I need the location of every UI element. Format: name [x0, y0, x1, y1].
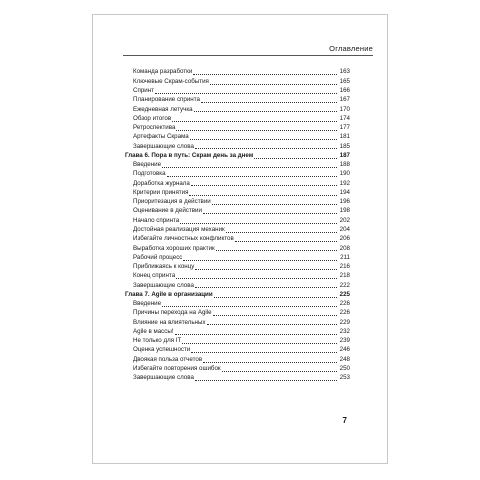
dot-leader — [191, 352, 337, 353]
toc-entry-title: Подготовка — [133, 170, 166, 178]
toc-entry — [125, 326, 350, 335]
toc-entry-page: 198 — [339, 207, 350, 215]
dot-leader — [195, 269, 337, 270]
toc-entry — [125, 197, 350, 206]
toc-entry — [125, 113, 350, 122]
toc-entry-title: Избегайте повторения ошибок — [133, 364, 221, 372]
dot-leader — [191, 185, 337, 186]
page-number: 7 — [342, 416, 347, 425]
dot-leader — [195, 380, 337, 381]
toc-entry-title: Введение — [133, 161, 162, 169]
toc-entry — [125, 206, 350, 215]
toc-entry-page: 206 — [339, 235, 350, 243]
toc-entry-title: Планирование спринта — [133, 96, 200, 104]
toc-entry-page: 194 — [339, 188, 350, 196]
dot-leader — [182, 343, 337, 344]
toc-entry-title: Введение — [133, 300, 162, 308]
toc-entry — [125, 225, 350, 234]
toc-entry-page: 167 — [339, 96, 350, 104]
toc-entry-page: 170 — [339, 105, 350, 113]
toc-entry-title: Оценка успешности — [133, 346, 191, 354]
toc-entry — [125, 280, 350, 289]
toc-entry-page: 190 — [339, 170, 350, 178]
toc-entry-page: 211 — [340, 253, 350, 261]
toc-entry-title: Не только для IT — [133, 337, 182, 345]
toc-entry-page: 174 — [339, 114, 350, 122]
toc-entry-page: 208 — [339, 244, 350, 252]
toc-entry-page: 250 — [339, 364, 350, 372]
dot-leader — [254, 158, 337, 159]
toc-entry-title: Приоритезация в действии — [133, 198, 211, 206]
toc-entry-title: Глава 6. Пора в путь: Скрам день за днем — [125, 151, 254, 159]
toc-entry-page: 165 — [339, 77, 350, 85]
toc-entry-page: 232 — [339, 327, 350, 335]
toc-entry-page: 196 — [339, 198, 350, 206]
toc-entry-title: Двоякая польза отчетов — [133, 355, 203, 363]
toc-entry — [125, 354, 350, 363]
dot-leader — [190, 139, 337, 140]
dot-leader — [203, 362, 337, 363]
toc-entry-title: Ежедневная летучка — [133, 105, 193, 113]
book-page — [92, 14, 388, 464]
toc-entry-title: Завершающие слова — [133, 374, 194, 382]
dot-leader — [214, 297, 337, 298]
toc-entry-page: 192 — [339, 179, 350, 187]
toc-entry-page: 222 — [339, 281, 350, 289]
header-rule — [123, 55, 373, 56]
toc-entry-title: Глава 7. Agile в организации — [125, 290, 213, 298]
dot-leader — [180, 223, 337, 224]
dot-leader — [167, 176, 337, 177]
toc-entry — [125, 160, 350, 169]
toc-entry-title: Оценивание в действии — [133, 207, 202, 215]
toc-entry — [125, 169, 350, 178]
dot-leader — [212, 204, 337, 205]
dot-leader — [162, 306, 337, 307]
toc-entry-title: Причины перехода на Agile — [133, 309, 212, 317]
dot-leader — [207, 324, 337, 325]
toc-entry-page: 188 — [339, 161, 350, 169]
toc-entry-title: Ретроспектива — [133, 124, 176, 132]
toc-entry — [125, 76, 350, 85]
toc-chapter-heading — [125, 289, 350, 298]
dot-leader — [172, 121, 337, 122]
toc-entry — [125, 187, 350, 196]
toc-entry-title: Ключевые Скрам-события — [133, 77, 209, 85]
toc-entry-title: Выработка хороших практик — [133, 244, 215, 252]
toc-entry-title: Достойная реализация механик — [133, 225, 225, 233]
toc-entry-page: 225 — [339, 290, 350, 298]
dot-leader — [195, 148, 337, 149]
toc-entry-page: 187 — [339, 151, 350, 159]
toc-entry-title: Приближаясь к концу — [133, 263, 195, 271]
toc-entry — [125, 86, 350, 95]
toc-entry-title: Избегайте личностных конфликтов — [133, 235, 234, 243]
toc-entry-page: 229 — [339, 318, 350, 326]
toc-entry-page: 226 — [339, 300, 350, 308]
toc-entry-page: 253 — [339, 374, 350, 382]
toc-entry — [125, 104, 350, 113]
toc-entry-page: 218 — [339, 272, 350, 280]
toc-entry — [125, 299, 350, 308]
toc-entry-title: Критерии принятия — [133, 188, 189, 196]
toc-entry-page: 177 — [339, 124, 350, 132]
toc-entry-page: 163 — [339, 68, 350, 76]
toc-entry-page: 202 — [339, 216, 350, 224]
toc-entry-page: 246 — [339, 346, 350, 354]
toc-entry-page: 226 — [339, 309, 350, 317]
toc-entry-page: 166 — [339, 87, 350, 94]
dot-leader — [183, 260, 337, 261]
toc-entry-title: Обзор итогов — [133, 114, 172, 122]
running-header-title: Оглавление — [329, 44, 373, 53]
dot-leader — [176, 278, 337, 279]
dot-leader — [203, 213, 337, 214]
toc-entry — [125, 252, 350, 261]
toc-entry — [125, 308, 350, 317]
toc-entry-title: Доработка журнала — [133, 179, 190, 187]
dot-leader — [235, 241, 337, 242]
toc-entry — [125, 141, 350, 150]
dot-leader — [176, 130, 337, 131]
toc-entry — [125, 123, 350, 132]
dot-leader — [216, 250, 337, 251]
dot-leader — [155, 93, 337, 94]
toc-entry — [125, 132, 350, 141]
toc-entry-page: 239 — [339, 337, 350, 345]
toc-entry — [125, 317, 350, 326]
toc-entry — [125, 345, 350, 354]
toc-entry — [125, 67, 350, 76]
toc-entry — [125, 243, 350, 252]
dot-leader — [195, 287, 337, 288]
toc-entry — [125, 262, 350, 271]
toc-entry — [125, 178, 350, 187]
dot-leader — [162, 167, 337, 168]
toc-entry-title: Завершающие слова — [133, 281, 194, 289]
toc-entry-page: 216 — [339, 263, 350, 271]
toc-entry-page: 185 — [339, 142, 350, 150]
toc-entry-page: 204 — [339, 225, 350, 233]
toc-entry-title: Конец спринта — [133, 272, 176, 280]
table-of-contents — [125, 67, 350, 382]
toc-entry-title: Завершающие слова — [133, 142, 194, 150]
toc-entry — [125, 336, 350, 345]
toc-entry — [125, 234, 350, 243]
toc-entry — [125, 95, 350, 104]
dot-leader — [222, 371, 337, 372]
dot-leader — [189, 195, 337, 196]
toc-entry — [125, 373, 350, 382]
toc-chapter-heading — [125, 150, 350, 159]
dot-leader — [226, 232, 337, 233]
toc-entry-title: Команда разработки — [133, 68, 193, 76]
dot-leader — [210, 84, 337, 85]
toc-entry-title: Начало спринта — [133, 216, 180, 224]
toc-entry-page: 181 — [339, 133, 350, 141]
toc-entry-page: 248 — [339, 355, 350, 363]
toc-entry — [125, 215, 350, 224]
toc-entry-title: Артефакты Скрама — [133, 133, 189, 141]
toc-entry-title: Спринт — [133, 87, 154, 94]
toc-entry — [125, 364, 350, 373]
dot-leader — [213, 315, 337, 316]
toc-entry-title: Рабочий процесс — [133, 253, 183, 261]
toc-entry — [125, 271, 350, 280]
dot-leader — [194, 111, 337, 112]
toc-entry-title: Agile в массы! — [133, 327, 174, 335]
dot-leader — [193, 74, 337, 75]
dot-leader — [175, 334, 337, 335]
toc-entry-title: Влияние на влиятельных — [133, 318, 206, 326]
dot-leader — [201, 102, 337, 103]
